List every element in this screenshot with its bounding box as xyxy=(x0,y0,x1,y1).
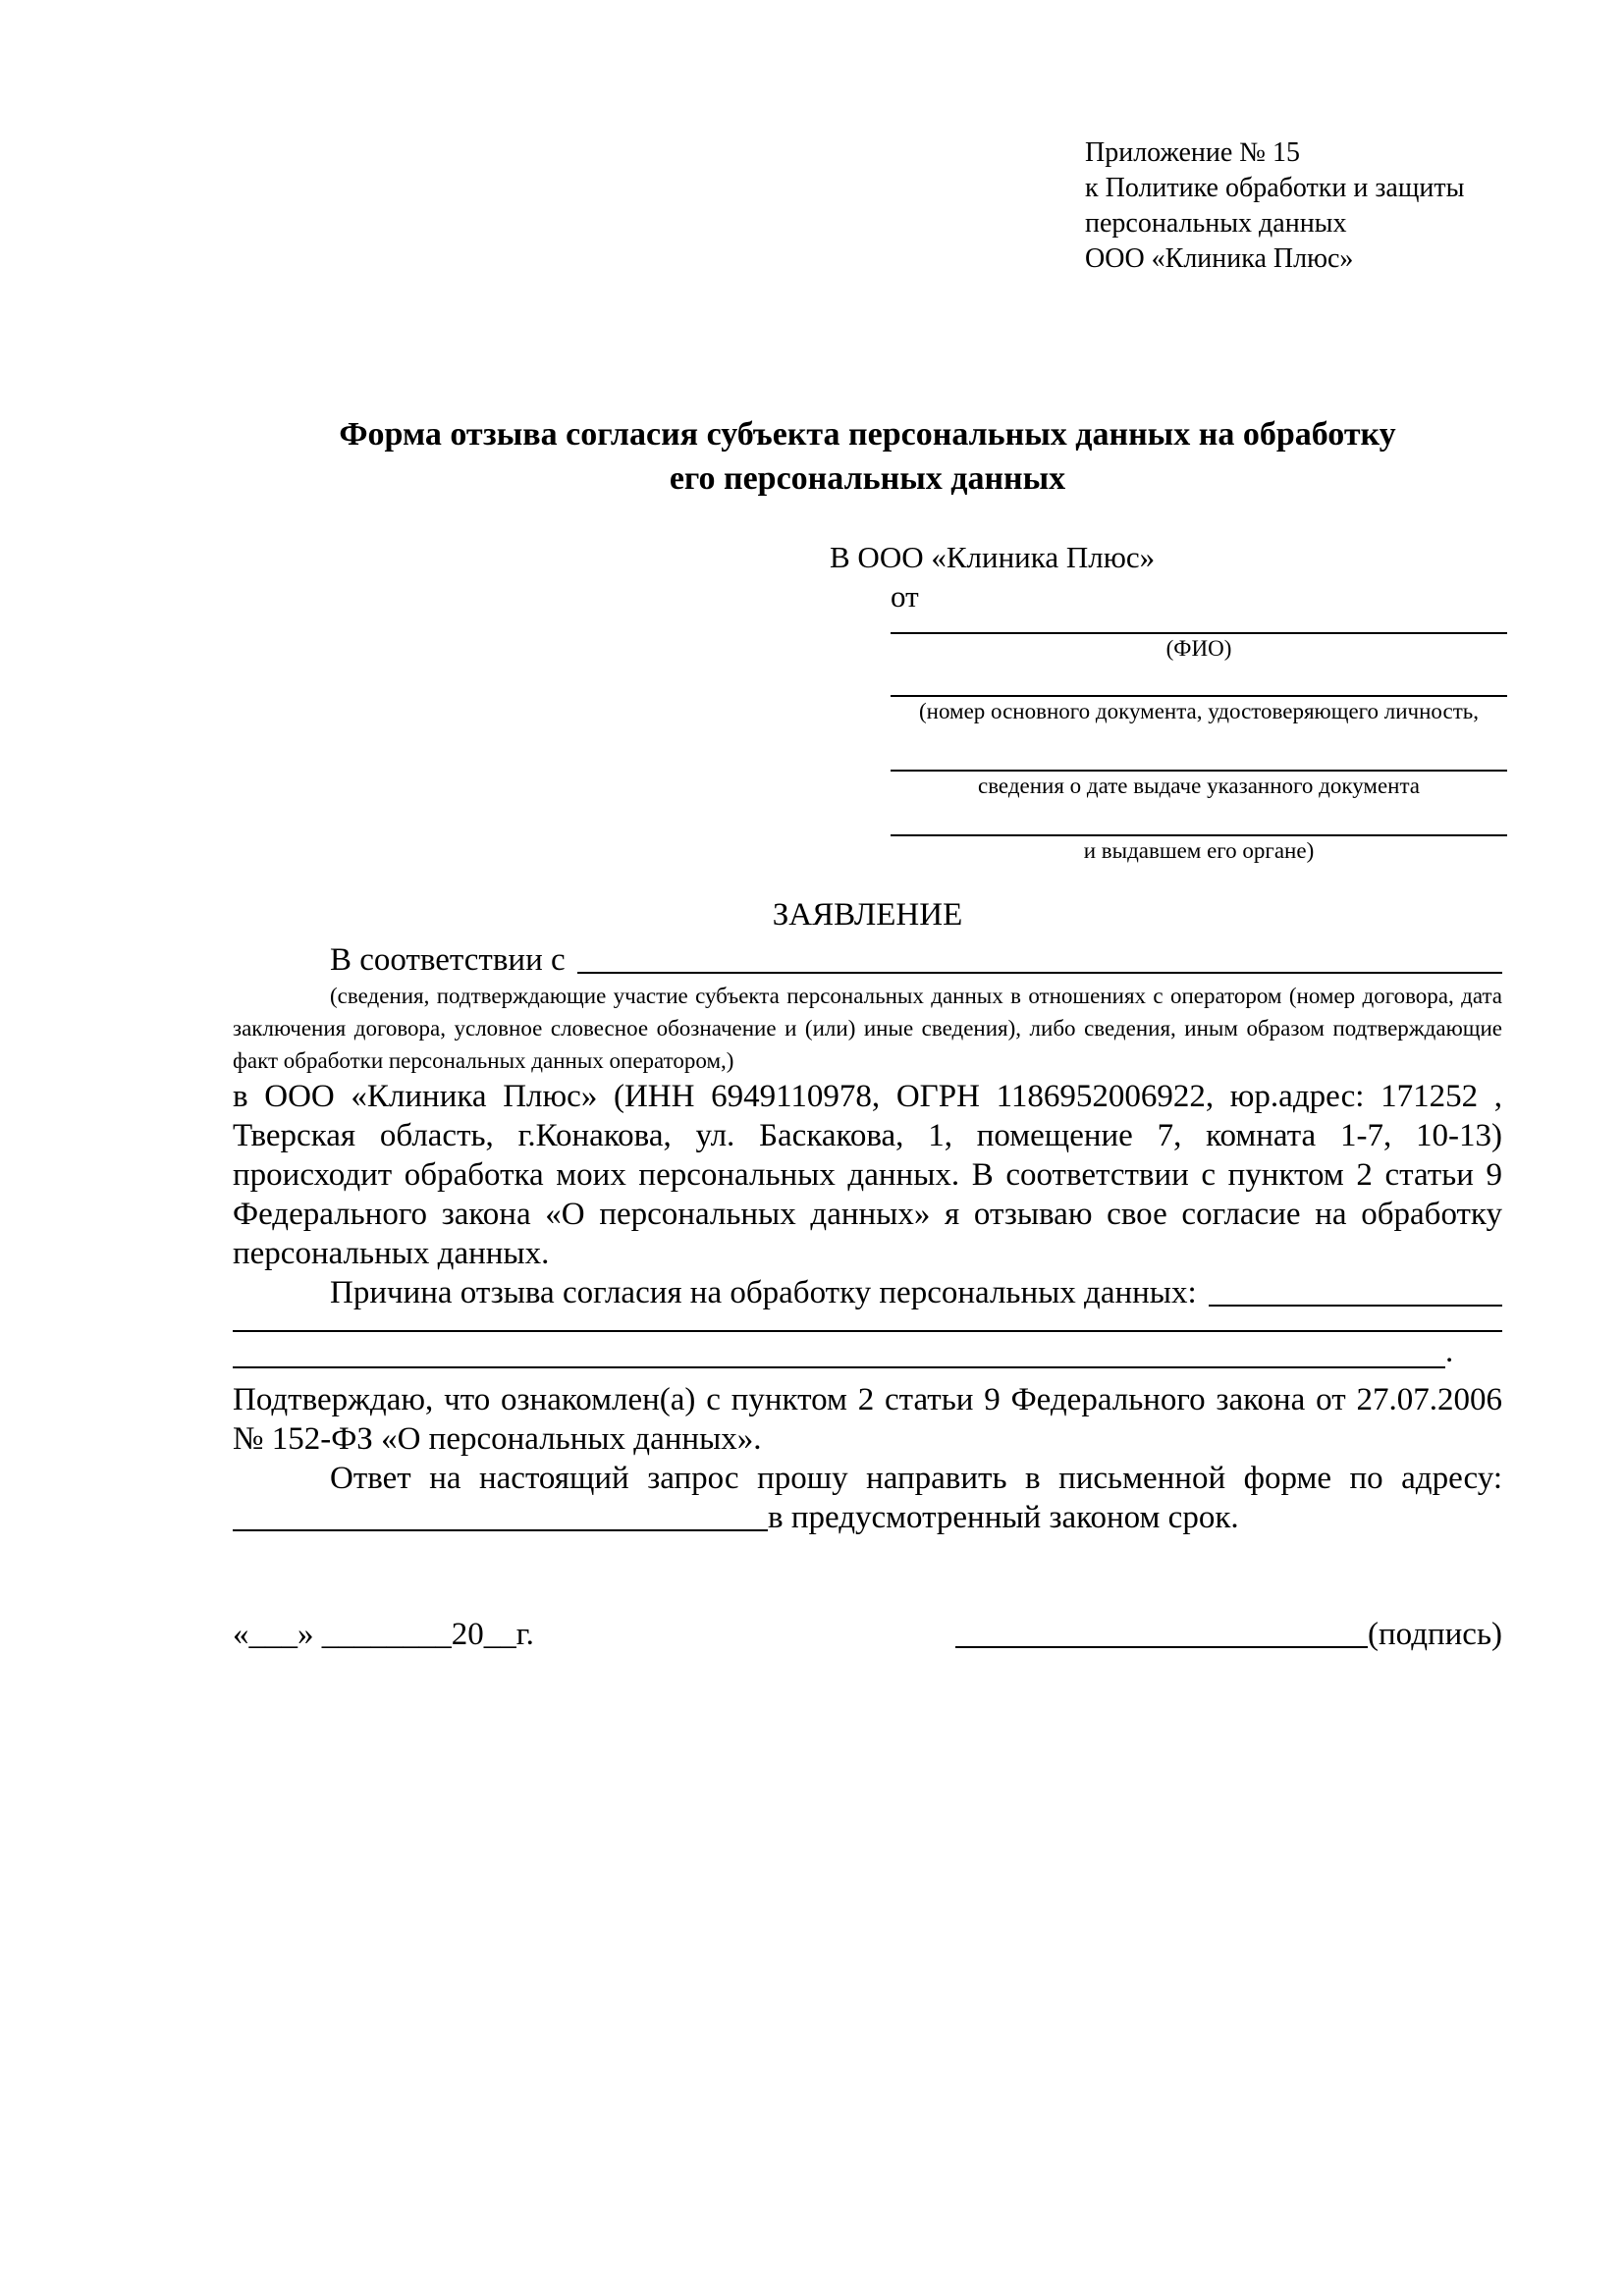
signature-group xyxy=(955,1615,1502,1654)
addressee-from-label: от xyxy=(891,579,919,614)
intro-row xyxy=(233,940,1502,980)
response-paragraph-line1: Ответ на настоящий запрос прошу направить в письменной форме по адресу: xyxy=(330,1461,1502,1496)
response-paragraph-line2 xyxy=(233,1498,1502,1537)
signature-caption: (подпись) xyxy=(1368,1617,1502,1652)
issue-date-caption: сведения о дате выдаче указанного документа xyxy=(977,774,1421,798)
appendix-line: Приложение № 15 xyxy=(1085,137,1300,168)
main-paragraph: в ООО «Клиника Плюс» (ИНН 6949110978, ОГРН 1186952006922, юр.адрес: 171252 , Тверская область, г.Конакова, ул. Баскакова, 1, помещение 7, комната 1-7, 10-13) происходит обработка моих персональных данных. В соответствии с пунктом 2 статьи 9 Федерального закона «О персональных данных» я отзываю свое согласие на обработку персональных данных. xyxy=(233,1079,1502,1271)
reason-blank-line-2 xyxy=(233,1334,1445,1368)
addressee-to: В ООО «Клиника Плюс» xyxy=(830,540,1156,574)
confirm-paragraph: Подтверждаю, что ознакомлен(а) с пунктом 2 статьи 9 Федерального закона от 27.07.2006 № 152-ФЗ «О персональных данных». xyxy=(233,1382,1502,1457)
appendix-block xyxy=(1085,135,1464,277)
address-write-line xyxy=(233,1498,768,1531)
reason-blank-line-1 xyxy=(233,1312,1502,1332)
document-title xyxy=(233,412,1502,501)
document-title-line: Форма отзыва согласия субъекта персональных данных на обработку xyxy=(339,416,1396,453)
statement-body xyxy=(233,940,1502,1537)
date-template: «___» ________20__г. xyxy=(233,1617,534,1652)
appendix-line: персональных данных xyxy=(1085,208,1347,239)
intro-write-line xyxy=(577,940,1502,974)
reason-write-line xyxy=(1209,1273,1502,1307)
reason-label: Причина отзыва согласия на обработку персональных данных: xyxy=(330,1275,1197,1310)
document-number-caption: (номер основного документа, удостоверяющего личность, xyxy=(918,699,1479,723)
intro-footnote: (сведения, подтверждающие участие субъекта персональных данных в отношениях с оператором (номер договора, дата заключения договора, условное словесное обозначение и (или) иные сведения), либо сведения, иным образом подтверждающие факт обработки персональных данных оператором,) xyxy=(233,984,1502,1073)
response-line2-suffix: в предусмотренный законом срок. xyxy=(768,1500,1239,1535)
statement-heading: ЗАЯВЛЕНИЕ xyxy=(772,897,963,933)
intro-label: В соответствии с xyxy=(330,942,566,978)
fio-caption: (ФИО) xyxy=(1165,636,1232,661)
blank-line-period: . xyxy=(1445,1334,1454,1369)
reason-blank-line-2-row xyxy=(233,1334,1502,1368)
reason-row xyxy=(233,1273,1502,1312)
date-signature-row xyxy=(233,1615,1502,1654)
addressee-block xyxy=(830,538,1507,866)
issuing-authority-caption: и выдавшем его органе) xyxy=(1083,838,1315,863)
appendix-line: ООО «Клиника Плюс» xyxy=(1085,243,1354,274)
signature-write-line xyxy=(955,1615,1368,1648)
document-title-line: его персональных данных xyxy=(669,460,1066,497)
appendix-line: к Политике обработки и защиты xyxy=(1085,173,1465,203)
